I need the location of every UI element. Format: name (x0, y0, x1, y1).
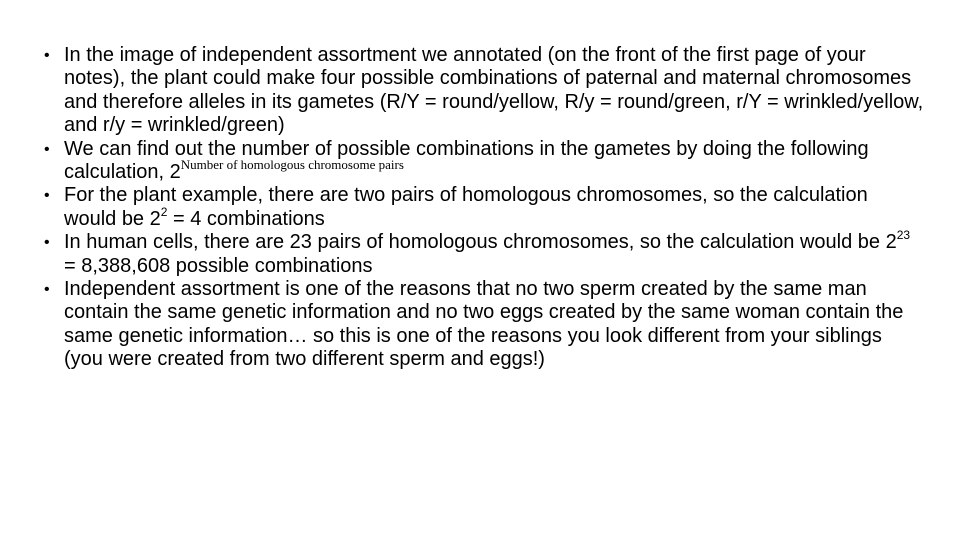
bullet-dot-icon: • (44, 140, 50, 158)
exponent-superscript: Number of homologous chromosome pairs (180, 157, 404, 173)
bullet-item (44, 184, 924, 231)
bullet-list (44, 44, 924, 372)
bullet-text: We can find out the number of possible combinations in the gametes by doing the following calculation, 2 (64, 137, 869, 184)
bullet-text: In human cells, there are 23 pairs of homologous chromosomes, so the calculation would be 2 (64, 231, 897, 254)
bullet-item (44, 44, 924, 138)
bullet-dot-icon: • (44, 187, 50, 205)
bullet-text: For the plant example, there are two pairs of homologous chromosomes, so the calculation would be 2 (64, 184, 868, 230)
bullet-dot-icon: • (44, 234, 50, 252)
bullet-item (44, 278, 924, 372)
bullet-item (44, 228, 924, 278)
bullet-dot-icon: • (44, 281, 50, 299)
bullet-text: In the image of independent assortment we annotated (on the front of the first page of your notes), the plant could make four possible combinations of paternal and maternal chromosomes and therefore alleles in its gametes (R/Y = round/yellow, R/y = round/green, r/Y = wrinkled/yellow, and r/y = wrinkled/green) (64, 44, 924, 137)
exponent-superscript: 23 (896, 228, 911, 243)
slide-body (44, 44, 924, 372)
bullet-item (44, 138, 924, 185)
bullet-text: Independent assortment is one of the reasons that no two sperm created by the same man contain the same genetic information and no two eggs created by the same woman contain the same genetic information… so this is one of the reasons you look different from your siblings (you were created from two different sperm and eggs!) (64, 278, 904, 371)
bullet-text-suffix: = 4 combinations (167, 207, 325, 230)
bullet-dot-icon: • (44, 47, 50, 64)
bullet-text-suffix: = 8,388,608 possible combinations (64, 254, 373, 277)
exponent-superscript: 2 (160, 204, 168, 219)
